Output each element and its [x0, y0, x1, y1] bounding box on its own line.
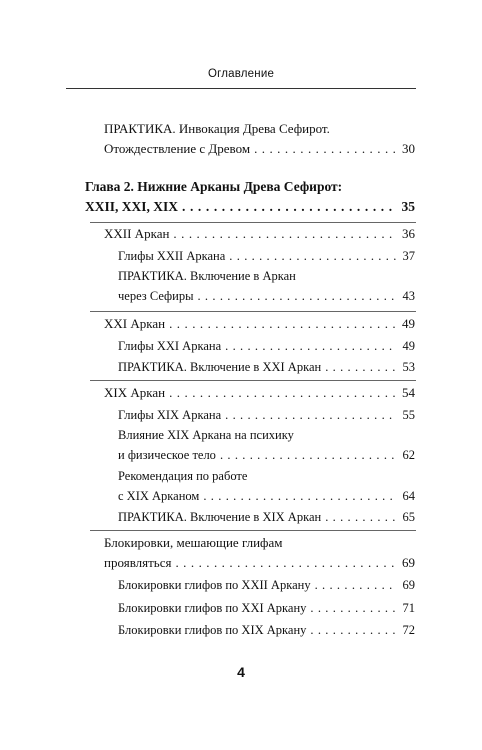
toc-entry-title: XXII Аркан	[104, 226, 170, 241]
toc-page-number: 49	[402, 339, 415, 353]
toc-entry-title: Глифы XXII Аркана	[118, 249, 226, 263]
toc-entry[interactable]	[118, 266, 415, 306]
toc-page-number: 49	[402, 316, 415, 331]
dot-leader	[203, 486, 397, 506]
toc-entry[interactable]	[104, 383, 415, 403]
toc-entry-title-line1: Глава 2. Нижние Арканы Древа Сефирот:	[85, 179, 343, 194]
dot-leader	[229, 246, 397, 266]
toc-entry[interactable]	[118, 575, 415, 595]
section-divider	[90, 222, 416, 223]
toc-page-number: 72	[402, 623, 415, 637]
toc-entry-title: Глифы XIX Аркана	[118, 408, 222, 422]
toc-entry-title-line1: Блокировки, мешающие глифам	[104, 535, 283, 550]
toc-entry[interactable]	[118, 507, 415, 527]
toc-page-number: 69	[402, 555, 415, 570]
toc-entry-title-line2: и физическое тело	[118, 448, 216, 462]
toc-entry-title-line1: ПРАКТИКА. Включение в Аркан	[118, 269, 296, 283]
toc-chapter-entry[interactable]	[85, 177, 415, 217]
dot-leader	[254, 139, 397, 159]
toc-entry[interactable]	[118, 357, 415, 377]
toc-entry[interactable]	[104, 314, 415, 334]
toc-entry-title: Блокировки глифов по XXII Аркану	[118, 578, 311, 592]
toc-entry-title: XIX Аркан	[104, 385, 166, 400]
dot-leader	[310, 620, 397, 640]
toc-entry[interactable]	[118, 466, 415, 506]
toc-entry[interactable]	[118, 425, 415, 465]
toc-page-number: 69	[402, 578, 415, 592]
toc-entry-title: Блокировки глифов по XXI Аркану	[118, 601, 307, 615]
page-number: 4	[237, 664, 245, 680]
dot-leader	[220, 445, 397, 465]
toc-entry[interactable]	[118, 336, 415, 356]
toc-entry-title: Блокировки глифов по XIX Аркану	[118, 623, 307, 637]
toc-entry-title-line2: проявляться	[104, 555, 172, 570]
dot-leader	[225, 336, 397, 356]
toc-entry-title-line1: Влияние XIX Аркана на психику	[118, 428, 294, 442]
dot-leader	[197, 286, 397, 306]
header-rule	[66, 88, 416, 89]
toc-page-number: 35	[401, 199, 415, 214]
toc-page-number: 54	[402, 385, 415, 400]
running-header: Оглавление	[207, 68, 275, 80]
toc-entry-title-line2: Отождествление с Древом	[104, 141, 251, 156]
toc-entry[interactable]	[104, 224, 415, 244]
toc-entry[interactable]	[118, 598, 415, 618]
dot-leader	[315, 575, 397, 595]
dot-leader	[310, 598, 397, 618]
toc-page-number: 36	[402, 226, 415, 241]
toc-entry-title-line1: ПРАКТИКА. Инвокация Древа Сефирот.	[104, 121, 330, 136]
toc-entry[interactable]	[104, 533, 415, 573]
section-divider	[90, 311, 416, 312]
toc-page-number: 53	[402, 360, 415, 374]
toc-entry[interactable]	[118, 405, 415, 425]
section-divider	[90, 380, 416, 381]
toc-entry[interactable]	[118, 620, 415, 640]
toc-page-number: 30	[402, 141, 415, 156]
dot-leader	[225, 405, 397, 425]
toc-page-number: 65	[402, 510, 415, 524]
toc-entry[interactable]	[104, 119, 415, 159]
toc-entry-title: ПРАКТИКА. Включение в XIX Аркан	[118, 510, 322, 524]
toc-page-number: 55	[402, 408, 415, 422]
dot-leader	[169, 314, 397, 334]
toc-entry-title-line2: с XIX Арканом	[118, 489, 200, 503]
toc-entry-title-line2: XXII, XXI, XIX	[85, 199, 179, 214]
dot-leader	[325, 357, 397, 377]
dot-leader	[169, 383, 397, 403]
toc-entry-title-line1: Рекомендация по работе	[118, 469, 248, 483]
toc-page-number: 62	[402, 448, 415, 462]
toc-page-number: 37	[402, 249, 415, 263]
toc-entry-title-line2: через Сефиры	[118, 289, 194, 303]
toc-entry-title: ПРАКТИКА. Включение в XXI Аркан	[118, 360, 322, 374]
toc-page-number: 71	[402, 601, 415, 615]
dot-leader	[182, 197, 397, 217]
dot-leader	[173, 224, 397, 244]
toc-page-number: 43	[402, 289, 415, 303]
dot-leader	[175, 553, 397, 573]
toc-entry-title: Глифы XXI Аркана	[118, 339, 222, 353]
toc-page-number: 64	[402, 489, 415, 503]
toc-entry-title: XXI Аркан	[104, 316, 166, 331]
toc-entry[interactable]	[118, 246, 415, 266]
dot-leader	[325, 507, 397, 527]
section-divider	[90, 530, 416, 531]
